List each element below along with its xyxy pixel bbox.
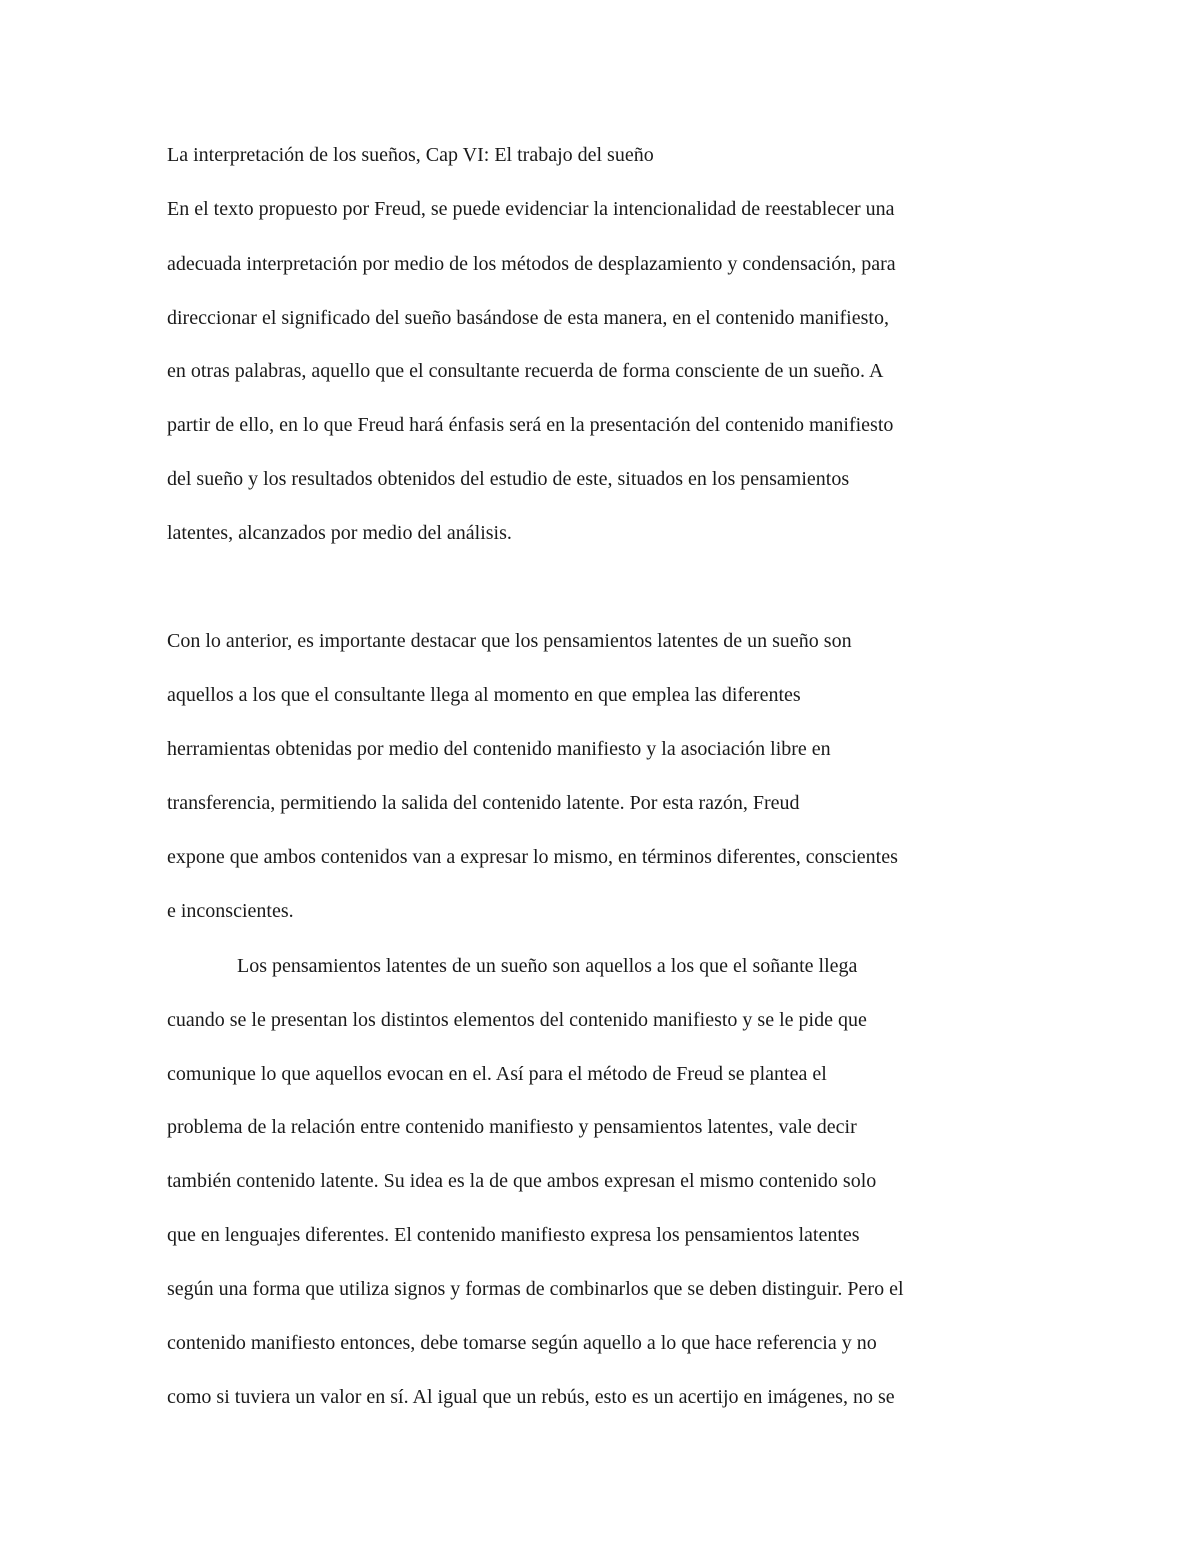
paragraph-line: del sueño y los resultados obtenidos del estudio de este, situados en los pensamientos [167,468,850,490]
paragraph-line: según una forma que utiliza signos y formas de combinarlos que se deben distinguir. Pero el [167,1278,904,1300]
paragraph-line: e inconscientes. [167,900,294,922]
paragraph-line: herramientas obtenidas por medio del contenido manifiesto y la asociación libre en [167,738,831,760]
paragraph-line: también contenido latente. Su idea es la de que ambos expresan el mismo contenido solo [167,1170,877,1192]
paragraph-line: como si tuviera un valor en sí. Al igual que un rebús, esto es un acertijo en imágenes, no se [167,1386,895,1408]
paragraph-line: en otras palabras, aquello que el consultante recuerda de forma consciente de un sueño. A [167,360,884,382]
paragraph-line: adecuada interpretación por medio de los métodos de desplazamiento y condensación, para [167,253,896,275]
paragraph-line: partir de ello, en lo que Freud hará énfasis será en la presentación del contenido manifiesto [167,414,894,436]
paragraph-line: expone que ambos contenidos van a expresar lo mismo, en términos diferentes, conscientes [167,846,898,868]
paragraph-line: cuando se le presentan los distintos elementos del contenido manifiesto y se le pide que [167,1009,867,1031]
paragraph-line: latentes, alcanzados por medio del análisis. [167,522,512,544]
paragraph-line: comunique lo que aquellos evocan en el. Así para el método de Freud se plantea el [167,1063,827,1085]
paragraph-line: En el texto propuesto por Freud, se puede evidenciar la intencionalidad de reestablecer una [167,198,895,220]
document-title: La interpretación de los sueños, Cap VI: El trabajo del sueño [167,144,654,166]
paragraph-line: aquellos a los que el consultante llega al momento en que emplea las diferentes [167,684,801,706]
paragraph-line: problema de la relación entre contenido manifiesto y pensamientos latentes, vale decir [167,1116,857,1138]
paragraph-line: que en lenguajes diferentes. El contenido manifiesto expresa los pensamientos latentes [167,1224,860,1246]
paragraph-line: Los pensamientos latentes de un sueño son aquellos a los que el soñante llega [237,955,858,977]
paragraph-line: Con lo anterior, es importante destacar que los pensamientos latentes de un sueño son [167,630,852,652]
paragraph-line: contenido manifiesto entonces, debe tomarse según aquello a lo que hace referencia y no [167,1332,877,1354]
paragraph-line: transferencia, permitiendo la salida del contenido latente. Por esta razón, Freud [167,792,800,814]
paragraph-line: direccionar el significado del sueño basándose de esta manera, en el contenido manifiesto, [167,307,889,329]
